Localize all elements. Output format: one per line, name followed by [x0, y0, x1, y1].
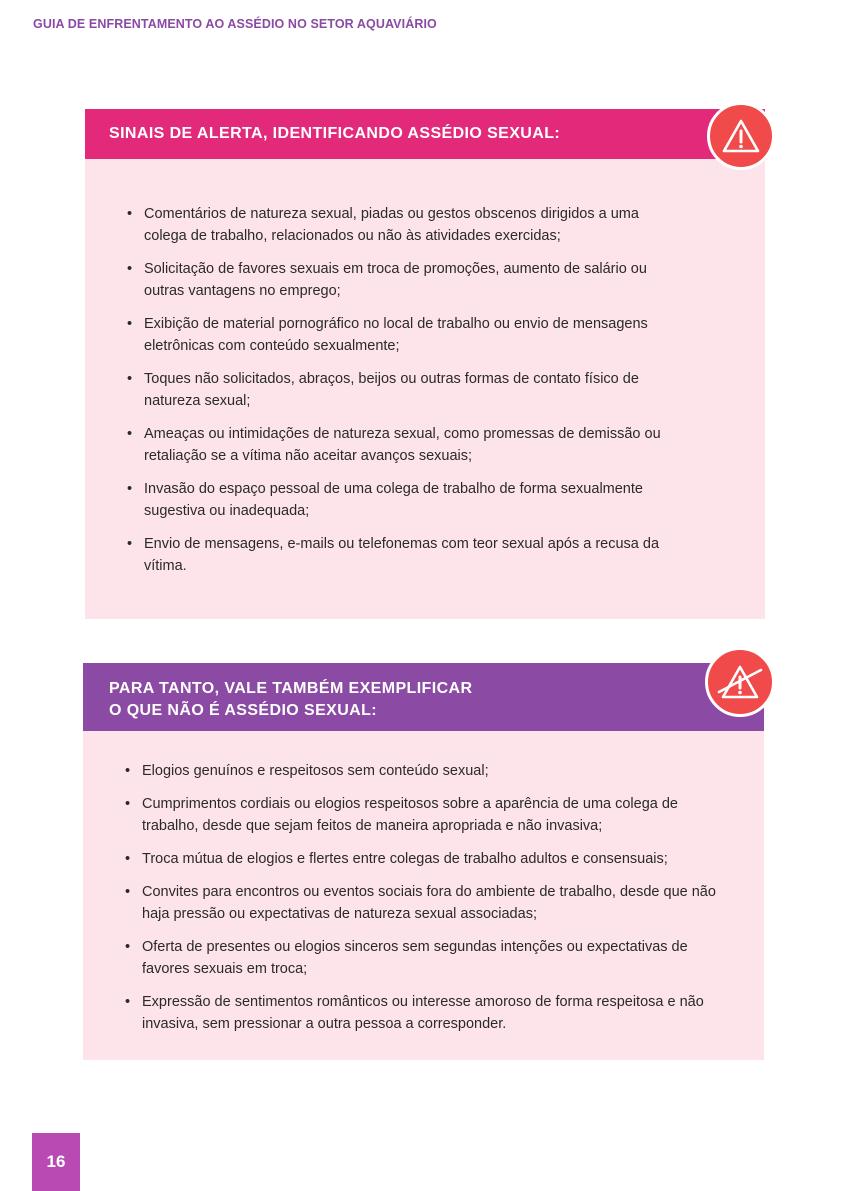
bullet: •: [127, 481, 133, 497]
list-item-text: Cumprimentos cordiais ou elogios respeitosos sobre a aparência de uma colega de trabalho, desde que sejam feitos de maneira apropriada e não invasiva;: [142, 796, 678, 834]
list-item: [85, 478, 765, 522]
warning-signs-list: [85, 203, 765, 588]
not-harassment-header: [83, 663, 764, 731]
list-item: [85, 258, 765, 302]
list-item-text: Comentários de natureza sexual, piadas ou gestos obscenos dirigidos a uma colega de trabalho, relacionados ou não às atividades exercidas;: [144, 206, 639, 244]
list-item-text: Oferta de presentes ou elogios sinceros sem segundas intenções ou expectativas de favores sexuais em troca;: [142, 939, 688, 977]
bullet: •: [127, 426, 133, 442]
bullet: •: [125, 796, 131, 812]
warning-triangle-icon-graphic: [721, 118, 761, 154]
not-harassment-list: [83, 760, 764, 1046]
section-title-line-1: PARA TANTO, VALE TAMBÉM EXEMPLIFICAR: [109, 680, 473, 697]
crossed-warning-icon: [705, 647, 775, 717]
bullet: •: [125, 851, 131, 867]
bullet: •: [127, 261, 133, 277]
not-harassment-card: [83, 663, 764, 1060]
bullet: •: [125, 884, 131, 900]
list-item-text: Troca mútua de elogios e flertes entre colegas de trabalho adultos e consensuais;: [142, 851, 668, 867]
bullet: •: [127, 371, 133, 387]
list-item-text: Convites para encontros ou eventos sociais fora do ambiente de trabalho, desde que não haja pressão ou expectativas de natureza sexual associadas;: [142, 884, 716, 922]
bullet: •: [125, 939, 131, 955]
list-item: [85, 203, 765, 247]
list-item: [85, 368, 765, 412]
list-item-text: Ameaças ou intimidações de natureza sexual, como promessas de demissão ou retaliação se a vítima não aceitar avanços sexuais;: [144, 426, 661, 464]
warning-signs-card: [85, 109, 765, 619]
crossed-warning-icon-graphic: [716, 662, 764, 702]
list-item: [85, 423, 765, 467]
list-item-text: Invasão do espaço pessoal de uma colega de trabalho de forma sexualmente sugestiva ou inadequada;: [144, 481, 643, 519]
bullet: •: [125, 763, 131, 779]
list-item: [85, 533, 765, 577]
list-item-text: Elogios genuínos e respeitosos sem conteúdo sexual;: [142, 763, 489, 779]
warning-triangle-icon: [707, 102, 775, 170]
bullet: •: [127, 536, 133, 552]
list-item-text: Solicitação de favores sexuais em troca de promoções, aumento de salário ou outras vantagens no emprego;: [144, 261, 647, 299]
list-item: [83, 848, 764, 870]
warning-signs-header: [85, 109, 765, 159]
list-item-text: Toques não solicitados, abraços, beijos ou outras formas de contato físico de natureza sexual;: [144, 371, 639, 409]
list-item: [85, 313, 765, 357]
section-title: SINAIS DE ALERTA, IDENTIFICANDO ASSÉDIO SEXUAL:: [109, 125, 561, 142]
list-item-text: Exibição de material pornográfico no local de trabalho ou envio de mensagens eletrônicas com conteúdo sexualmente;: [144, 316, 648, 354]
list-item-text: Envio de mensagens, e-mails ou telefonemas com teor sexual após a recusa da vítima.: [144, 536, 660, 574]
list-item-text: Expressão de sentimentos românticos ou interesse amoroso de forma respeitosa e não invasiva, sem pressionar a outra pessoa a corresponder.: [142, 994, 704, 1032]
list-item: [83, 936, 764, 980]
bullet: •: [125, 994, 131, 1010]
bullet: •: [127, 316, 133, 332]
list-item: [83, 991, 764, 1035]
list-item: [83, 760, 764, 782]
running-header: GUIA DE ENFRENTAMENTO AO ASSÉDIO NO SETOR AQUAVIÁRIO: [33, 17, 437, 31]
list-item: [83, 881, 764, 925]
page-number: 16: [32, 1133, 80, 1191]
bullet: •: [127, 206, 133, 222]
section-title-line-2: O QUE NÃO É ASSÉDIO SEXUAL:: [109, 702, 378, 719]
list-item: [83, 793, 764, 837]
